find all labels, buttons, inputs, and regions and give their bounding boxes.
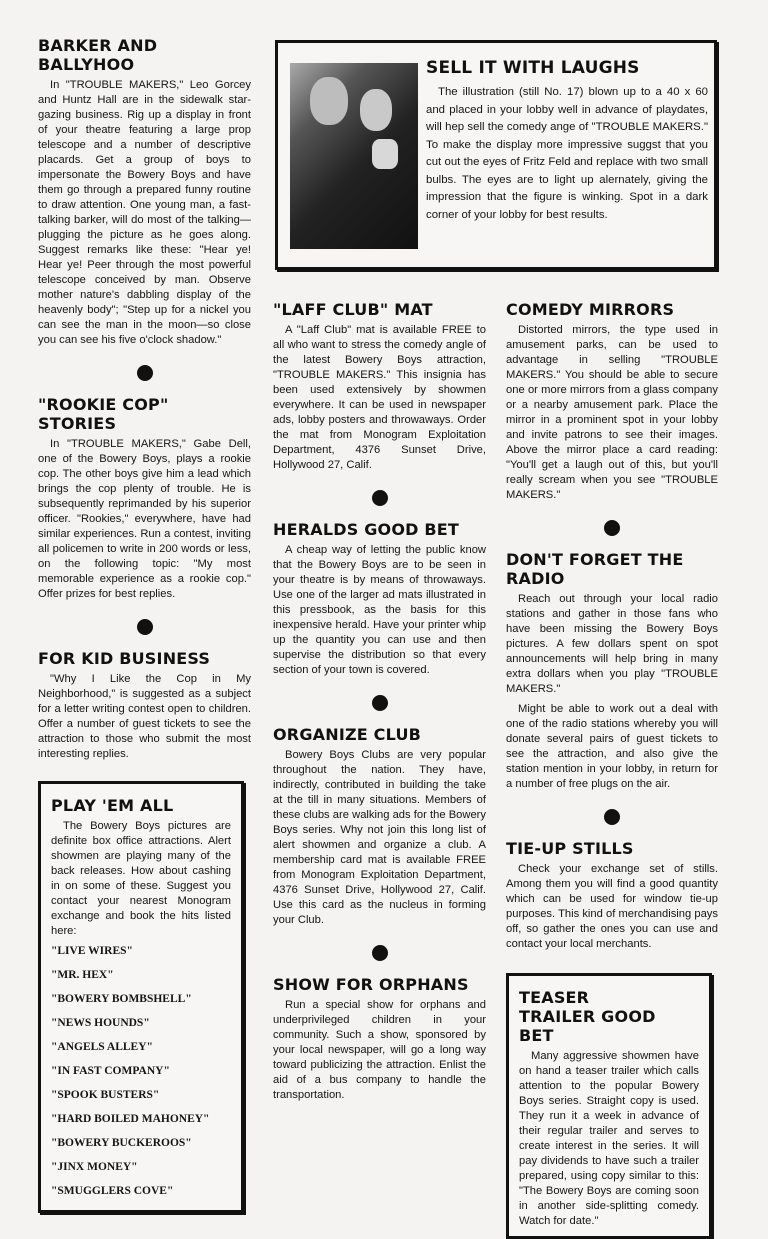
film-item: "NEWS HOUNDS" — [51, 1017, 150, 1029]
article-title: ORGANIZE CLUB — [273, 725, 422, 744]
article-comedy-mirrors — [506, 300, 718, 508]
right-column — [506, 300, 718, 1239]
article-title: DON'T FORGET THE RADIO — [506, 550, 684, 588]
article-title: "ROOKIE COP" STORIES — [38, 395, 169, 433]
film-list — [51, 944, 231, 1199]
film-item: "JINX MONEY" — [51, 1161, 138, 1173]
left-column — [38, 36, 251, 1213]
bullet-divider — [372, 945, 388, 961]
article-body: In "TROUBLE MAKERS," Leo Gorcey and Huntz Hall are in the sidewalk star-gazing business. Rig up a display in front of your theatre featuring a large prop telescope and a number of descriptive placards. Get a group of boys to impersonate the Bowery Boys and have them go through a prepared funny routine to draw attention. One young man, a fast-talking barker, will do most of the talking—plugging the picture as he goes along. Suggest remarks like these: "Hear ye! Hear ye! Peer through the most powerful telescope conceived by man. Observe mother nature's dabbling display of the heavenly body"; "Step up for a nickel you can see the man in the moon—so close you can see his five o'clock shadow." — [38, 79, 251, 346]
film-item: "MR. HEX" — [51, 969, 114, 981]
bullet-divider — [604, 520, 620, 536]
article-body: Many aggressive showmen have on hand a teaser trailer which calls attention to the popular Bowery Boys series. Straight copy is used. They run it a week in advance of their regular trailer and serves to create interest in the series. It will pay dividends to have such a trailer prepared, using copy similar to this: "The Bowery Boys are coming soon in another side-splitting comedy. Watch for date." — [519, 1050, 699, 1227]
film-item: "ANGELS ALLEY" — [51, 1041, 153, 1053]
article-body: "Why I Like the Cop in My Neighborhood," is suggested as a subject for a letter writing contest open to children. Offer a number of guest tickets to see the attraction to those who submit the most interesting replies. — [38, 673, 251, 760]
article-title: SELL IT WITH LAUGHS — [426, 58, 640, 78]
article-title: "LAFF CLUB" MAT — [273, 300, 433, 319]
article-title: PLAY 'EM ALL — [51, 796, 174, 815]
box-teaser-trailer — [506, 973, 712, 1239]
article-body: In "TROUBLE MAKERS," Gabe Dell, one of the Bowery Boys, plays a rookie cop. The other boys give him a lead which brings the cop plenty of trouble. He is subsequently reprimanded by his superior officer. "Rookies," everywhere, have had similar experiences. Run a contest, inviting all policemen to write in 200 words or less, on the following topic: "My most memorable experience as a rookie cop." Offer prizes for best replies. — [38, 438, 251, 600]
middle-column — [273, 300, 486, 1108]
article-body: Run a special show for orphans and underprivileged children in your community. Such a show, sponsored by your local newspaper, will go a long way toward publicizing the attraction. Enlist the aid of a bus company to handle the transportation. — [273, 999, 486, 1101]
article-organize-club — [273, 725, 486, 933]
article-title: BARKER AND BALLYHOO — [38, 36, 158, 74]
bullet-divider — [137, 619, 153, 635]
film-item: "BOWERY BOMBSHELL" — [51, 993, 192, 1005]
bullet-divider — [372, 490, 388, 506]
film-item: "HARD BOILED MAHONEY" — [51, 1113, 210, 1125]
article-title: TEASER TRAILER GOOD BET — [519, 988, 656, 1045]
article-body: The Bowery Boys pictures are definite box office attractions. Alert showmen are playing many of the back releases. How about cashing in on some of these. Suggest you contact your nearest Monogram exchange and book the hits listed here: — [51, 820, 231, 937]
article-rookie-cop — [38, 395, 251, 607]
article-orphans — [273, 975, 486, 1108]
article-body: Might be able to work out a deal with one of the radio stations whereby you will donate several pairs of guest tickets to see the attraction, and also give the station mention in your lobby, in return for a number of free plugs on the air. — [506, 703, 718, 790]
film-item: "SMUGGLERS COVE" — [51, 1185, 174, 1197]
article-kid-business — [38, 649, 251, 767]
film-item: "LIVE WIRES" — [51, 945, 133, 957]
box-sell-it-with-laughs — [275, 40, 717, 270]
article-tie-up-stills — [506, 839, 718, 957]
film-item: "BOWERY BUCKEROOS" — [51, 1137, 192, 1149]
article-title: FOR KID BUSINESS — [38, 649, 211, 668]
film-item: "SPOOK BUSTERS" — [51, 1089, 160, 1101]
article-body: A cheap way of letting the public know that the Bowery Boys are to be seen in your theatre is by means of throwaways. Use one of the larger ad mats illustrated in this pressbook, as the basis for this inexpensive herald. Have your printer whip up the quantity you can use and then supervise the distribution so that every section of your town is covered. — [273, 544, 486, 676]
article-title: TIE-UP STILLS — [506, 839, 634, 858]
article-barker — [38, 36, 251, 353]
article-body: Check your exchange set of stills. Among them you will find a good quantity which can be used for window tie-up purposes. This kind of merchandising pays off, so gather the ones you can use and contact your local merchants. — [506, 863, 718, 950]
bullet-divider — [372, 695, 388, 711]
article-radio — [506, 550, 718, 797]
article-body: Bowery Boys Clubs are very popular throughout the nation. They have, indirectly, contributed in building the take at the till in many situations. Members of these clubs are walking ads for the Bowery Boys series. Why not join this long list of alert showmen and organize a club. A membership card mat is available FREE from Monogram Exploitation Department, 4376 Sunset Drive, Hollywood 27, Calif. Use this card as the nucleus in forming your Club. — [273, 749, 486, 926]
article-heralds — [273, 520, 486, 683]
article-body: A "Laff Club" mat is available FREE to all who want to stress the comedy angle of the latest Bowery Boys attraction, "TROUBLE MAKERS." This insignia has been used extensively by showmen everywhere. It can be used in newspaper ads, lobby posters and throwaways. Order the mat from Monogram Exploitation Department, 4376 Sunset Drive, Hollywood 27, Calif. — [273, 324, 486, 471]
movie-still-photo — [290, 63, 418, 249]
article-title: SHOW FOR ORPHANS — [273, 975, 469, 994]
article-laff-club — [273, 300, 486, 478]
article-title: HERALDS GOOD BET — [273, 520, 460, 539]
bullet-divider — [137, 365, 153, 381]
article-body: The illustration (still No. 17) blown up to a 40 x 60 and placed in your lobby well in advance of playdates, will hep sell the comedy ange of "TROUBLE MAKERS." To make the display more impressive suggst that you cut out the eyes of Fritz Feld and replace with two small bulbs. The eyes are to light up alernately, giving the impression that the figure is winking. Spot in a dark corner of your lobby for best results. — [426, 86, 708, 221]
article-title: COMEDY MIRRORS — [506, 300, 675, 319]
box-play-em-all — [38, 781, 244, 1213]
article-body: Distorted mirrors, the type used in amusement parks, can be used to advantage in selling "TROUBLE MAKERS." You should be able to secure one or more mirrors from a glass company or a nearby amusement park. Place the mirror in a prominent spot in your lobby and invite patrons to see their images. Above the mirror place a card reading: "You'll get a laugh out of this, but you'll really scream when you see "TROUBLE MAKERS." — [506, 324, 718, 501]
film-item: "IN FAST COMPANY" — [51, 1065, 170, 1077]
bullet-divider — [604, 809, 620, 825]
article-body: Reach out through your local radio stations and gather in those fans who have been missing the Bowery Boys pictures. A few dollars spent on spot announcements will help bring in many extra dollars when you play "TROUBLE MAKERS." — [506, 593, 718, 695]
